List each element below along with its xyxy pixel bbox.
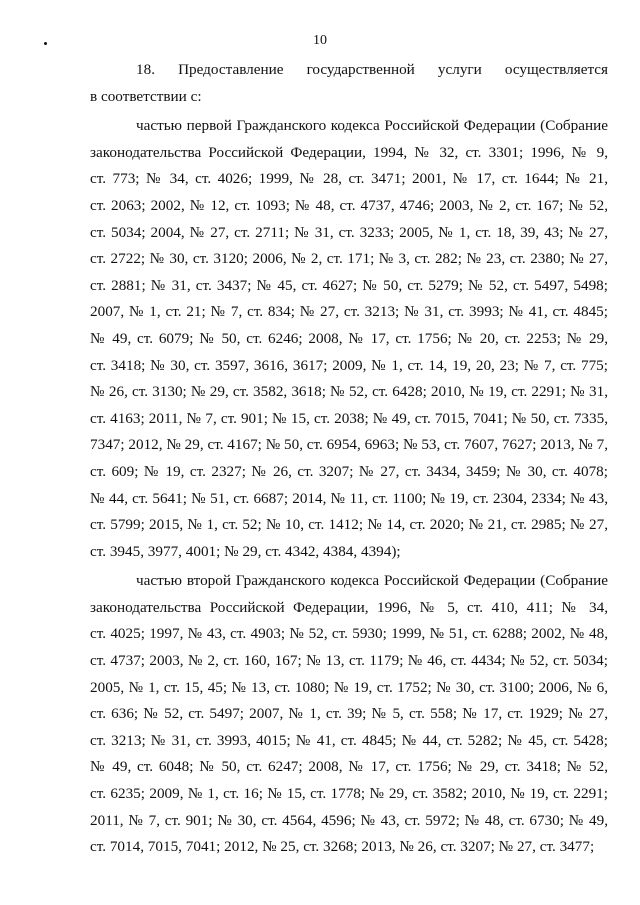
paragraph-line: ст. 6235; 2009, № 1, ст. 16; № 15, ст. 1778; № 29, ст. 3582; 2010, № 19, ст. 2291; [90, 785, 608, 803]
paragraph-civil-code-part-two [90, 568, 608, 861]
paragraph-line: ст. 2881; № 31, ст. 3437; № 45, ст. 4627; № 50, ст. 5279; № 52, ст. 5497, 5498; [90, 276, 608, 294]
section-heading [90, 57, 608, 110]
paragraph-line: ст. 2063; 2002, № 12, ст. 1093; № 48, ст. 4737, 4746; 2003, № 2, ст. 167; № 52, [90, 196, 608, 214]
paragraph-line: № 26, ст. 3130; № 29, ст. 3582, 3618; № 52, ст. 6428; 2010, № 19, ст. 2291; № 31, [90, 383, 608, 401]
paragraph-line: частью второй Гражданского кодекса Российской Федерации (Собрание [136, 572, 608, 590]
heading-line: в соответствии с: [90, 87, 202, 105]
paragraph-line: ст. 7014, 7015, 7041; 2012, № 25, ст. 3268; 2013, № 26, ст. 3207; № 27, ст. 3477; [90, 838, 595, 856]
paragraph-line: ст. 2722; № 30, ст. 3120; 2006, № 2, ст. 171; № 3, ст. 282; № 23, ст. 2380; № 27, [90, 250, 608, 268]
paragraph-line: ст. 5799; 2015, № 1, ст. 52; № 10, ст. 1412; № 14, ст. 2020; № 21, ст. 2985; № 27, [90, 516, 608, 534]
paragraph-line: № 49, ст. 6048; № 50, ст. 6247; 2008, № 17, ст. 1756; № 29, ст. 3418; № 52, [90, 758, 608, 776]
paragraph-line: законодательства Российской Федерации, 1996, № 5, ст. 410, 411; № 34, [90, 598, 608, 616]
paragraph-line: 2007, № 1, ст. 21; № 7, ст. 834; № 27, ст. 3213; № 31, ст. 3993; № 41, ст. 4845; [90, 303, 608, 321]
paragraph-line: ст. 3418; № 30, ст. 3597, 3616, 3617; 2009, № 1, ст. 14, 19, 20, 23; № 7, ст. 775; [90, 356, 608, 374]
paragraph-line: ст. 4737; 2003, № 2, ст. 160, 167; № 13, ст. 1179; № 46, ст. 4434; № 52, ст. 5034; [90, 652, 608, 670]
paragraph-line: частью первой Гражданского кодекса Российской Федерации (Собрание [136, 117, 608, 135]
paragraph-line: ст. 4025; 1997, № 43, ст. 4903; № 52, ст. 5930; 1999, № 51, ст. 6288; 2002, № 48, [90, 625, 608, 643]
paragraph-line: № 49, ст. 6079; № 50, ст. 6246; 2008, № 17, ст. 1756; № 20, ст. 2253; № 29, [90, 329, 608, 347]
paragraph-line: ст. 773; № 34, ст. 4026; 1999, № 28, ст. 3471; 2001, № 17, ст. 1644; № 21, [90, 170, 608, 188]
paragraph-line: ст. 3945, 3977, 4001; № 29, ст. 4342, 4384, 4394); [90, 542, 401, 560]
paragraph-line: ст. 4163; 2011, № 7, ст. 901; № 15, ст. 2038; № 49, ст. 7015, 7041; № 50, ст. 7335, [90, 409, 608, 427]
paragraph-line: ст. 3213; № 31, ст. 3993, 4015; № 41, ст. 4845; № 44, ст. 5282; № 45, ст. 5428; [90, 731, 608, 749]
paragraph-line: 2005, № 1, ст. 15, 45; № 13, ст. 1080; № 19, ст. 1752; № 30, ст. 3100; 2006, № 6, [90, 678, 608, 696]
paragraph-line: ст. 5034; 2004, № 27, ст. 2711; № 31, ст. 3233; 2005, № 1, ст. 18, 39, 43; № 27, [90, 223, 608, 241]
page-number: 10 [313, 33, 327, 48]
paragraph-civil-code-part-one [90, 113, 608, 565]
paragraph-line: 7347; 2012, № 29, ст. 4167; № 50, ст. 6954, 6963; № 53, ст. 7607, 7627; 2013, № 7, [90, 436, 608, 454]
paragraph-line: 2011, № 7, ст. 901; № 30, ст. 4564, 4596; № 43, ст. 5972; № 48, ст. 6730; № 49, [90, 811, 608, 829]
document-body [90, 57, 608, 861]
paragraph-line: законодательства Российской Федерации, 1994, № 32, ст. 3301; 1996, № 9, [90, 143, 608, 161]
heading-line: 18. Предоставление государственной услуги осуществляется [136, 61, 608, 78]
paragraph-line: № 44, ст. 5641; № 51, ст. 6687; 2014, № 11, ст. 1100; № 19, ст. 2304, 2334; № 43, [90, 489, 608, 507]
paragraph-line: ст. 636; № 52, ст. 5497; 2007, № 1, ст. 39; № 5, ст. 558; № 17, ст. 1929; № 27, [90, 705, 608, 723]
paragraph-line: ст. 609; № 19, ст. 2327; № 26, ст. 3207; № 27, ст. 3434, 3459; № 30, ст. 4078; [90, 462, 608, 480]
